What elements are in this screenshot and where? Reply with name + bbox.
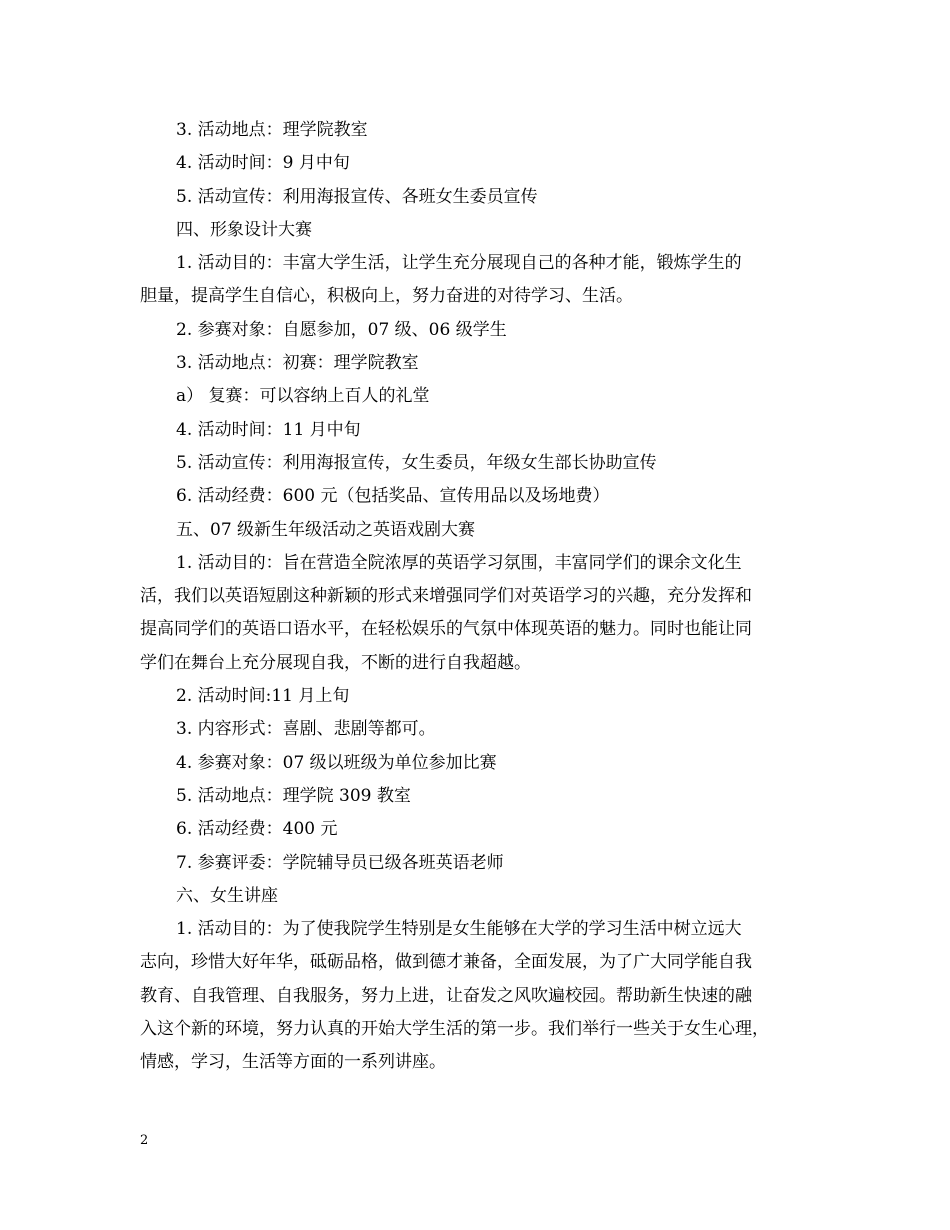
paragraph-line: 1. 活动目的：为了使我院学生特别是女生能够在大学的学习生活中树立远大	[176, 919, 742, 940]
paragraph-line: 情感，学习，生活等方面的一系列讲座。	[140, 1052, 446, 1073]
section-heading: 四、形象设计大赛	[176, 219, 312, 240]
paragraph-line: 7. 参赛评委：学院辅导员已级各班英语老师	[176, 852, 504, 873]
paragraph-line: 1. 活动目的：旨在营造全院浓厚的英语学习氛围，丰富同学们的课余文化生	[176, 552, 742, 573]
paragraph-line: 3. 内容形式：喜剧、悲剧等都可。	[176, 719, 436, 740]
paragraph-line: 2. 活动时间:11 月上旬	[176, 686, 350, 707]
paragraph-line: a） 复赛：可以容纳上百人的礼堂	[176, 386, 430, 407]
paragraph-line: 6. 活动经费：400 元	[176, 819, 338, 840]
paragraph-line: 4. 活动时间：11 月中旬	[176, 419, 361, 440]
paragraph-line: 教育、自我管理、自我服务，努力上进，让奋发之风吹遍校园。帮助新生快速的融	[140, 985, 752, 1006]
paragraph-line: 志向，珍惜大好年华，砥砺品格，做到德才兼备，全面发展，为了广大同学能自我	[140, 952, 752, 973]
paragraph-line: 5. 活动地点：理学院 309 教室	[176, 785, 411, 806]
paragraph-line: 3. 活动地点：理学院教室	[176, 120, 368, 140]
paragraph-line: 2. 参赛对象：自愿参加，07 级、06 级学生	[176, 319, 507, 340]
paragraph-line: 胆量，提高学生自信心，积极向上，努力奋进的对待学习、生活。	[140, 286, 633, 307]
section-heading: 六、女生讲座	[176, 885, 278, 906]
paragraph-line: 5. 活动宣传：利用海报宣传，女生委员，年级女生部长协助宣传	[176, 452, 657, 473]
paragraph-line: 5. 活动宣传：利用海报宣传、各班女生委员宣传	[176, 186, 538, 207]
paragraph-line: 4. 活动时间：9 月中旬	[176, 153, 350, 174]
section-heading: 五、07 级新生年级活动之英语戏剧大赛	[176, 519, 476, 540]
paragraph-line: 入这个新的环境，努力认真的开始大学生活的第一步。我们举行一些关于女生心理，	[140, 1019, 769, 1040]
paragraph-line: 1. 活动目的：丰富大学生活，让学生充分展现自己的各种才能，锻炼学生的	[176, 253, 742, 274]
page-number: 2	[140, 1133, 149, 1148]
paragraph-line: 3. 活动地点：初赛：理学院教室	[176, 353, 419, 374]
paragraph-line: 提高同学们的英语口语水平，在轻松娱乐的气氛中体现英语的魅力。同时也能让同	[140, 619, 752, 640]
document-body	[140, 114, 830, 1080]
paragraph-line: 6. 活动经费：600 元（包括奖品、宣传用品以及场地费）	[176, 486, 610, 507]
paragraph-line: 活，我们以英语短剧这种新颖的形式来增强同学们对英语学习的兴趣，充分发挥和	[140, 586, 752, 607]
paragraph-line: 学们在舞台上充分展现自我，不断的进行自我超越。	[140, 652, 531, 673]
paragraph-line: 4. 参赛对象：07 级以班级为单位参加比赛	[176, 752, 497, 773]
